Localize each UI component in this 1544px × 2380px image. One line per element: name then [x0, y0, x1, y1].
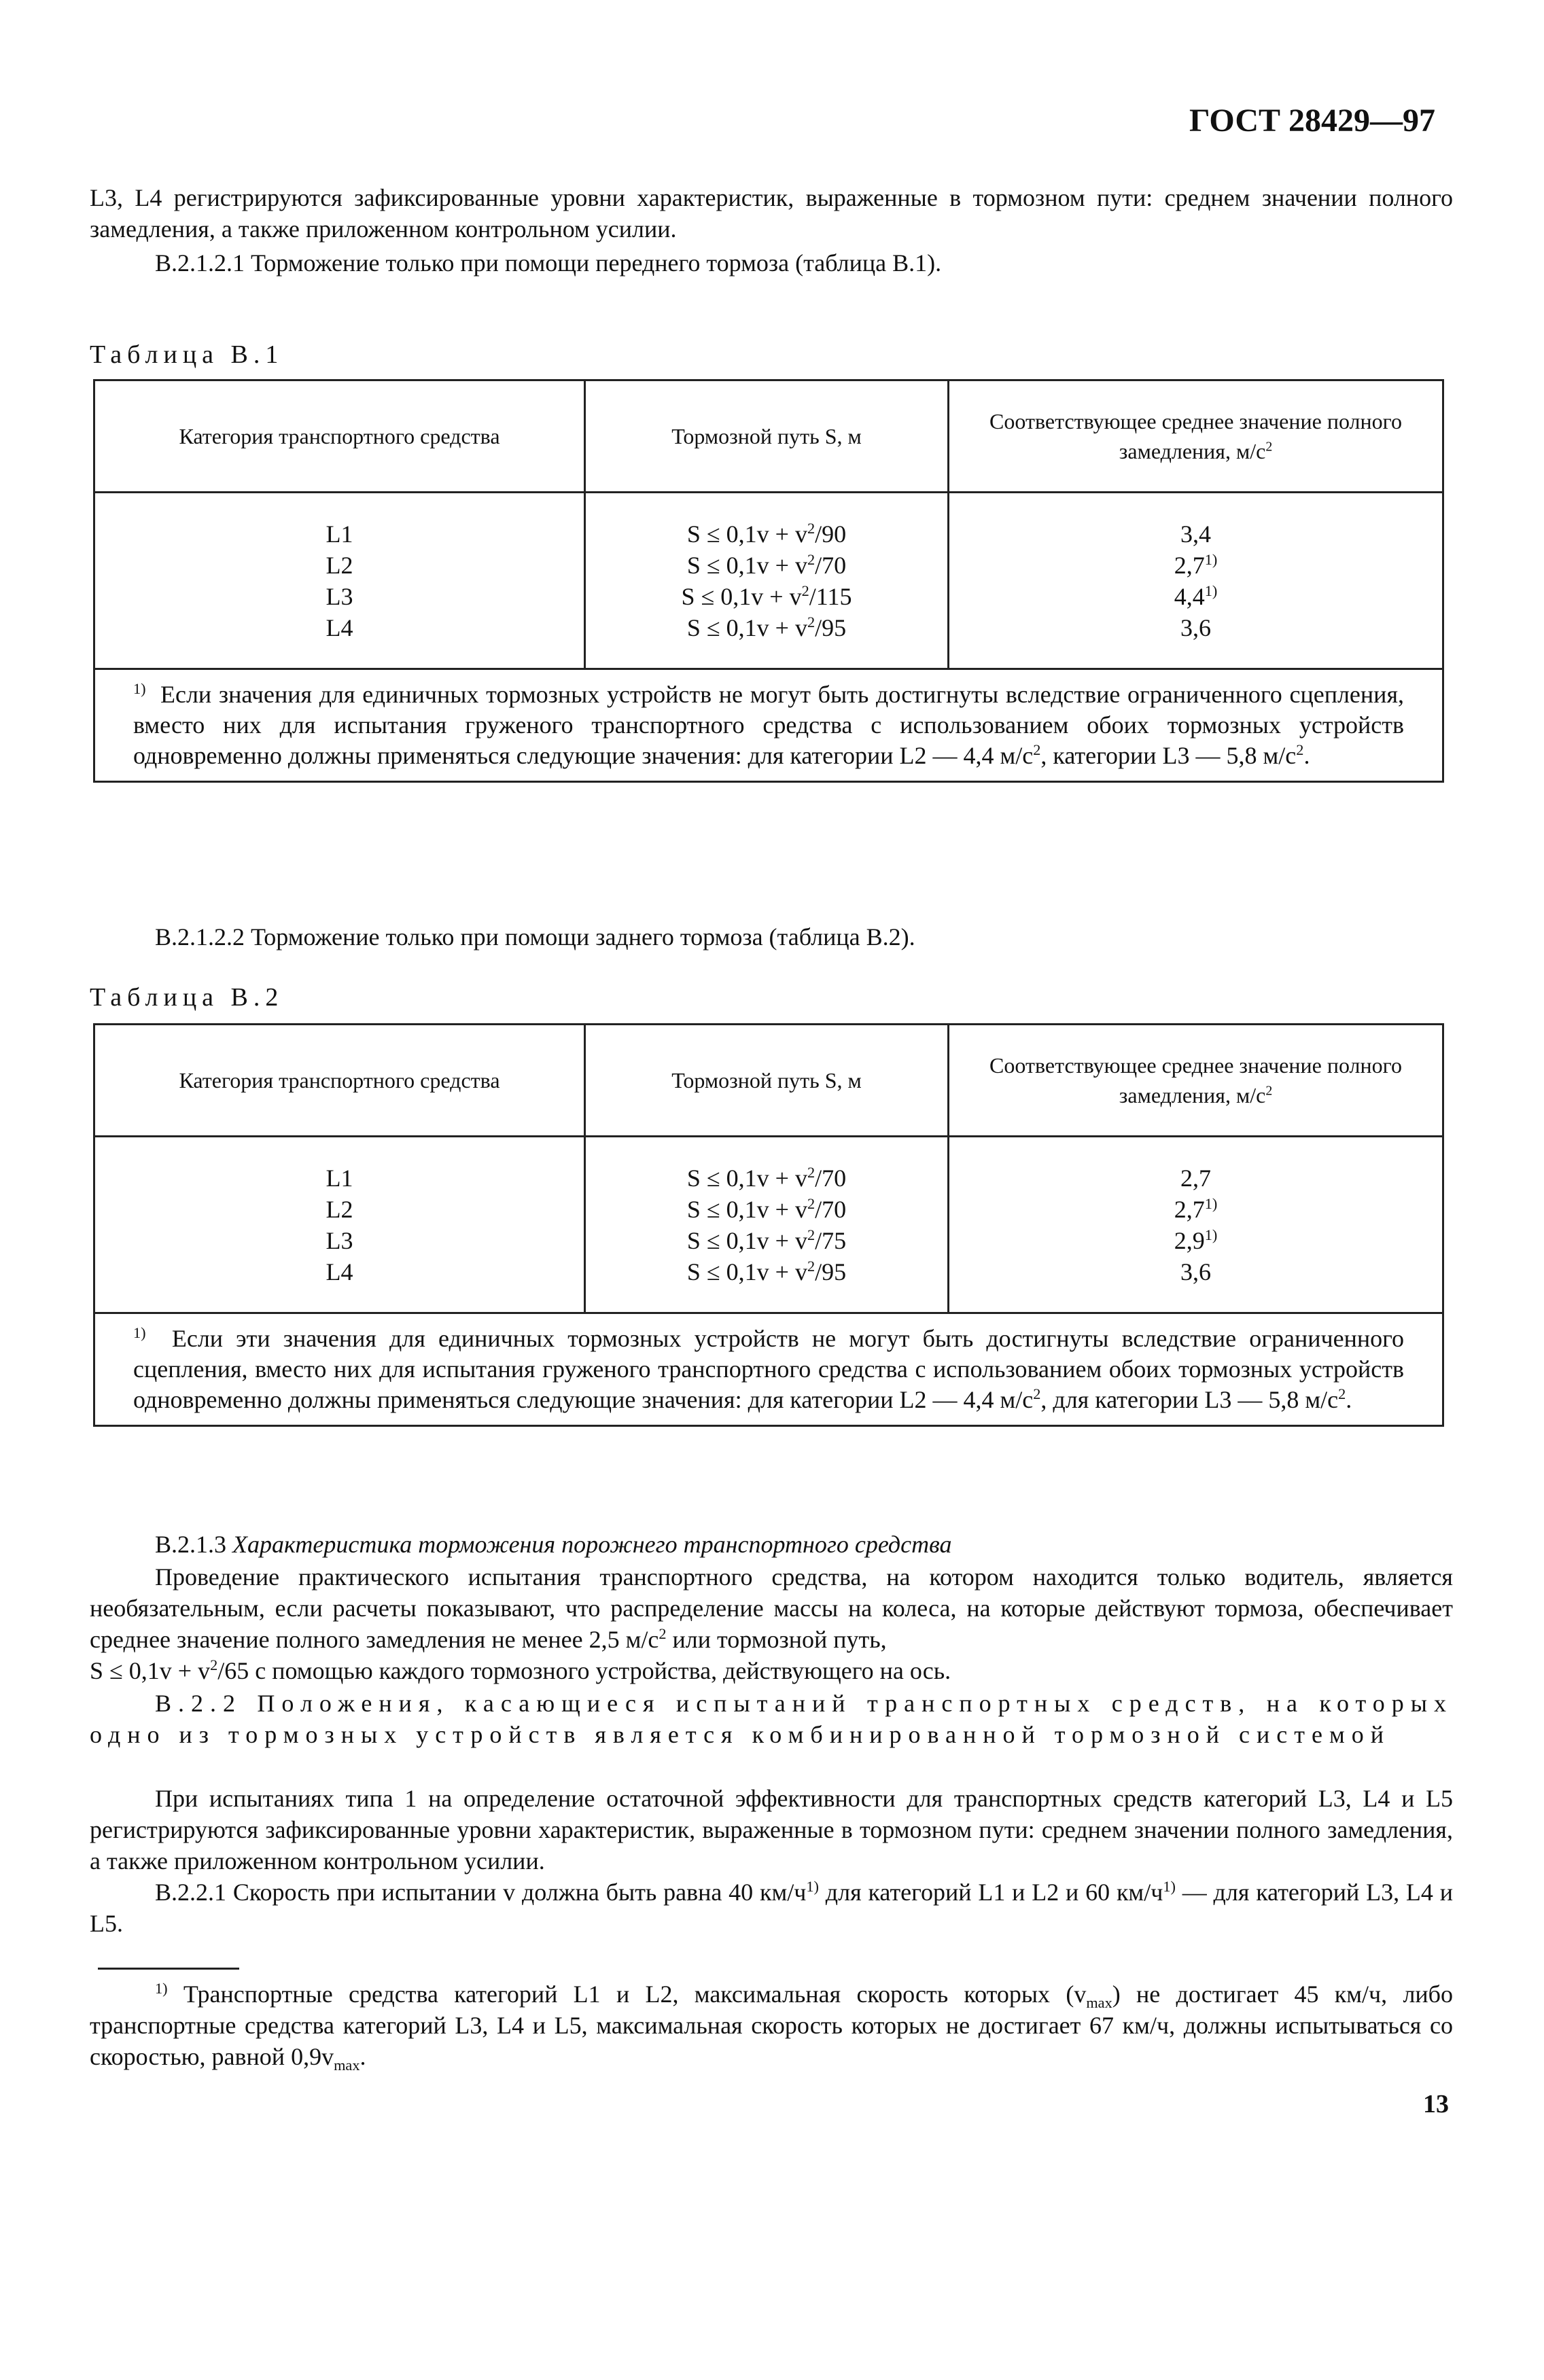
table1-caption: Таблица В.1 — [90, 340, 284, 369]
table-cell: $S \le 0,1v + v^2/75$ — [686, 1226, 847, 1254]
section-b22-paragraph: При испытаниях типа 1 на определение остаточной эффективности для транспортных средств категорий L3, L4 и L5 регистрируются зафиксированные уровни характеристик, выраженные в тормозном пути: среднем значении полного замедления, а также приложенном контрольном усилии. — [90, 1785, 1453, 1875]
table-cell: $S \le 0,1v + v^2/90$ — [686, 519, 847, 548]
table1-decelerations — [949, 493, 1443, 669]
section-b213-heading — [155, 1529, 1453, 1560]
table-cell: L3 — [326, 582, 353, 610]
table-cell: L2 — [326, 551, 353, 579]
table-cell: L3 — [326, 1226, 353, 1254]
intro-paragraph: L3, L4 регистрируются зафиксированные уровни характеристик, выраженные в тормозном пути: среднем значении полного замедления, а также приложенном контрольном усилии. — [90, 184, 1453, 243]
table-cell: 2,9$^{1)}$ — [1174, 1226, 1218, 1254]
table-cell: L4 — [326, 614, 353, 641]
table-cell: 4,4$^{1)}$ — [1174, 582, 1218, 610]
table2-decelerations — [949, 1137, 1443, 1313]
table-cell: L1 — [326, 520, 353, 548]
footnote: $^{1)}$ Транспортные средства категорий L1 и L2, максимальная скорость которых $(v_{max})$ не достигает 45 км/ч, либо транспортные средства категорий L3, L4 и L5, максимальная скорость которых не достигает 67 км/ч, должны испытываться со скоростью, равной $0,9v_{max}$. — [90, 1980, 1453, 2074]
table1-formulas — [585, 493, 949, 669]
section-b22-heading: В.2.2 Положения, касающиеся испытаний транспортных средств, на которых одно из тормозных устройств является комбинированной тормозной системой — [90, 1690, 1453, 1748]
table2-header-deceleration: Соответствующее среднее значение полного замедления, $м/с^2$ — [949, 1025, 1443, 1137]
table-cell: L1 — [326, 1164, 353, 1192]
section-b213-body: Проведение практического испытания транспортного средства, на котором находится только водитель, является необязательным, если расчеты показывают, что распределение массы на колеса, на которые действуют тормоза, обеспечивает среднее значение полного замедления не менее 2,5 $м/с^2$ или тормозной путь, $S \le 0,1v + v^2/65$ с помощью каждого тормозного устройства, действующего на ось. — [90, 1563, 1453, 1684]
document-code: ГОСТ 28429—97 — [1189, 103, 1435, 139]
table2-caption: Таблица В.2 — [90, 983, 284, 1012]
table-cell: $S \le 0,1v + v^2/70$ — [686, 550, 847, 579]
table-cell: 2,7 — [1180, 1164, 1211, 1192]
table-cell: $S \le 0,1v + v^2/115$ — [681, 582, 852, 610]
table2-note: $^{1)}$ Если эти значения для единичных тормозных устройств не могут быть достигнуты вследствие ограниченного сцепления, вместо них для испытания груженого транспортного средства с использованием обоих тормозных устройств одновременно должны применяться следующие значения: для категории L2 — 4,4 $м/с^2$, для категории L3 — 5,8 $м/с^2$. — [94, 1313, 1443, 1426]
section-b2121: В.2.1.2.1 Торможение только при помощи переднего тормоза (таблица В.1). — [155, 249, 942, 277]
table2 — [93, 1023, 1444, 1427]
table2-header-distance: Тормозной путь S, м — [585, 1025, 949, 1137]
table-cell: $S \le 0,1v + v^2/95$ — [686, 1257, 847, 1285]
table-cell: $S \le 0,1v + v^2/95$ — [686, 613, 847, 641]
table2-header-category: Категория транспортного средства — [94, 1025, 585, 1137]
table1-header-category: Категория транспортного средства — [94, 380, 585, 493]
table1-header-distance: Тормозной путь S, м — [585, 380, 949, 493]
table-cell: 2,7$^{1)}$ — [1174, 1194, 1218, 1223]
table-cell: $S \le 0,1v + v^2/70$ — [686, 1194, 847, 1223]
table-cell: L2 — [326, 1195, 353, 1223]
table-cell: 2,7$^{1)}$ — [1174, 550, 1218, 579]
table-cell: $S \le 0,1v + v^2/70$ — [686, 1163, 847, 1192]
table-cell: 3,4 — [1180, 520, 1211, 548]
section-number: В.2.1.3 — [155, 1531, 227, 1558]
table-cell: 3,6 — [1180, 614, 1211, 641]
table-cell: 3,6 — [1180, 1258, 1211, 1285]
footnote-separator — [98, 1968, 239, 1970]
table1-header-deceleration: Соответствующее среднее значение полного замедления, $м/с^2$ — [949, 380, 1443, 493]
table2-formulas — [585, 1137, 949, 1313]
table2-categories — [94, 1137, 585, 1313]
page-number: 13 — [1423, 2090, 1449, 2118]
table1 — [93, 379, 1444, 783]
section-b2122: В.2.1.2.2 Торможение только при помощи заднего тормоза (таблица В.2). — [155, 923, 915, 951]
table1-note: $^{1)}$ Если значения для единичных тормозных устройств не могут быть достигнуты вследствие ограниченного сцепления, вместо них для испытания груженого транспортного средства с использованием обоих тормозных устройств одновременно должны применяться следующие значения: для категории L2 — 4,4 $м/с^2$, категории L3 — 5,8 $м/с^2$. — [94, 669, 1443, 782]
section-title: Характеристика торможения порожнего транспортного средства — [232, 1531, 952, 1558]
table1-categories — [94, 493, 585, 669]
table-cell: L4 — [326, 1258, 353, 1285]
section-b2221: В.2.2.1 Скорость при испытании v должна быть равна 40 $км/ч^{1)}$ для категорий L1 и L2 и 60 $км/ч^{1)}$ — для категорий L3, L4 и L5. — [90, 1878, 1453, 1937]
